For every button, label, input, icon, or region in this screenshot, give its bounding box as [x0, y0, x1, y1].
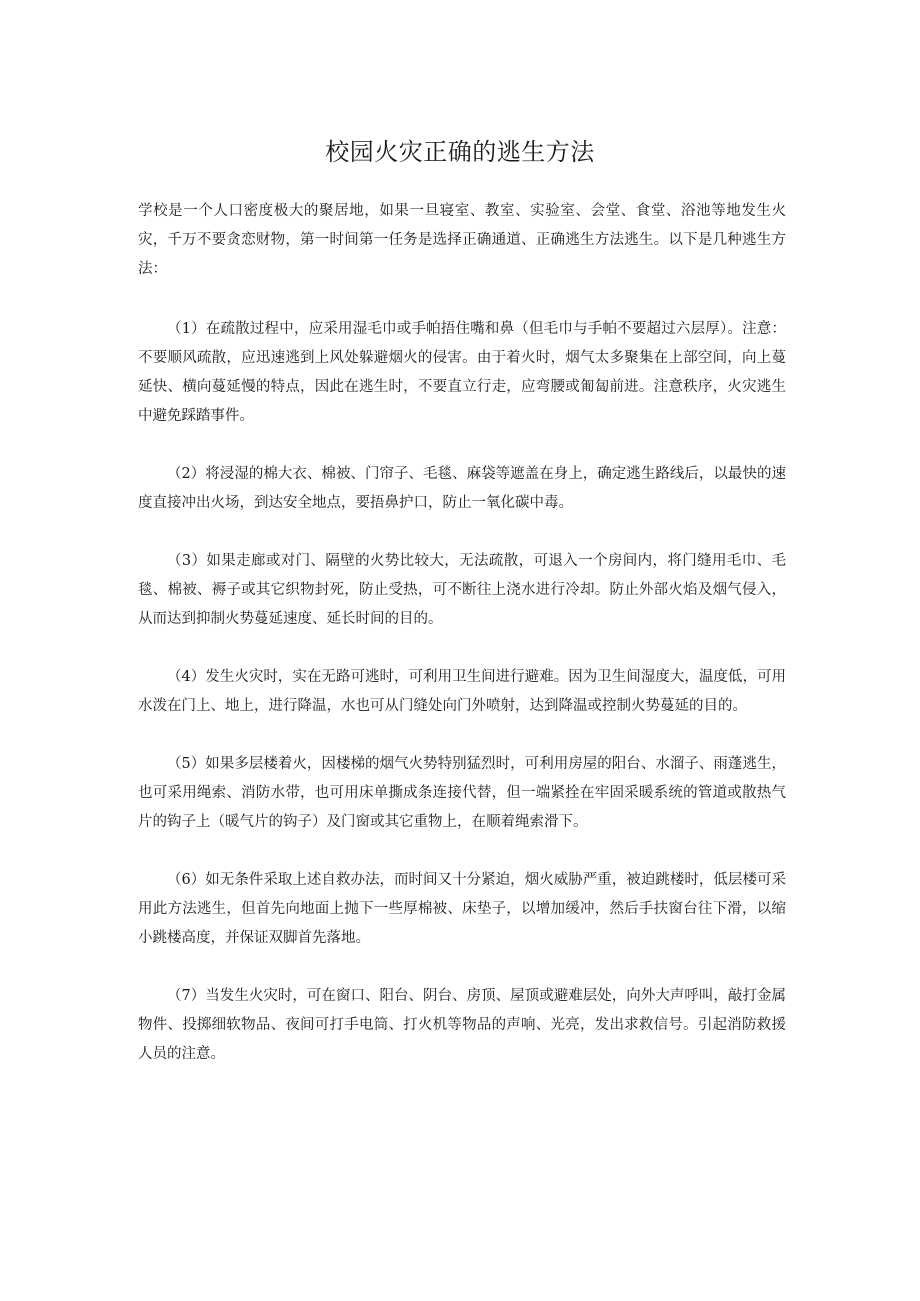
- method-item-3: （3）如果走廊或对门、隔壁的火势比较大，无法疏散，可退入一个房间内，将门缝用毛巾、毛毯、棉被、褥子或其它织物封死，防止受热，可不断往上浇水进行冷却。防止外部火焰及烟气侵入，从而达到抑制火势蔓延速度、延长时间的目的。: [138, 553, 786, 627]
- method-item-6: （6）如无条件采取上述自救办法，而时间又十分紧迫，烟火威胁严重，被迫跳楼时，低层楼可采用此方法逃生，但首先向地面上抛下一些厚棉被、床垫子，以增加缓冲，然后手扶窗台往下滑，以缩小跳楼高度，并保证双脚首先落地。: [138, 872, 786, 946]
- document-title: 校园火灾正确的逃生方法: [325, 138, 595, 166]
- method-item-2: （2）将浸湿的棉大衣、棉被、门帘子、毛毯、麻袋等遮盖在身上，确定逃生路线后，以最快的速度直接冲出火场，到达安全地点，要捂鼻护口，防止一氧化碳中毒。: [138, 466, 786, 511]
- method-item-5: （5）如果多层楼着火，因楼梯的烟气火势特别猛烈时，可利用房屋的阳台、水溜子、雨蓬逃生，也可采用绳索、消防水带，也可用床单撕成条连接代替，但一端紧拴在牢固采暖系统的管道或散热气片的钩子上（暖气片的钩子）及门窗或其它重物上，在顺着绳索滑下。: [138, 756, 786, 830]
- method-item-4: （4）发生火灾时，实在无路可逃时，可利用卫生间进行避难。因为卫生间湿度大，温度低，可用水泼在门上、地上，进行降温，水也可从门缝处向门外喷射，达到降温或控制火势蔓延的目的。: [138, 669, 786, 714]
- document-body: [138, 197, 786, 1098]
- method-item-7: （7）当发生火灾时，可在窗口、阳台、阴台、房顶、屋顶或避难层处，向外大声呼叫，敲打金属物件、投掷细软物品、夜间可打手电筒、打火机等物品的声响、光亮，发出求救信号。引起消防救援人员的注意。: [138, 988, 786, 1062]
- intro-paragraph: 学校是一个人口密度极大的聚居地，如果一旦寝室、教室、实验室、会堂、食堂、浴池等地发生火灾，千万不要贪恋财物，第一时间第一任务是选择正确通道、正确逃生方法逃生。以下是几种逃生方法：: [138, 203, 786, 277]
- method-item-1: （1）在疏散过程中，应采用湿毛巾或手帕捂住嘴和鼻（但毛巾与手帕不要超过六层厚）。注意：不要顺风疏散，应迅速逃到上风处躲避烟火的侵害。由于着火时，烟气太多聚集在上部空间，向上蔓延快、横向蔓延慢的特点，因此在逃生时，不要直立行走，应弯腰或匍匐前进。注意秩序，火灾逃生中避免踩踏事件。: [138, 321, 786, 424]
